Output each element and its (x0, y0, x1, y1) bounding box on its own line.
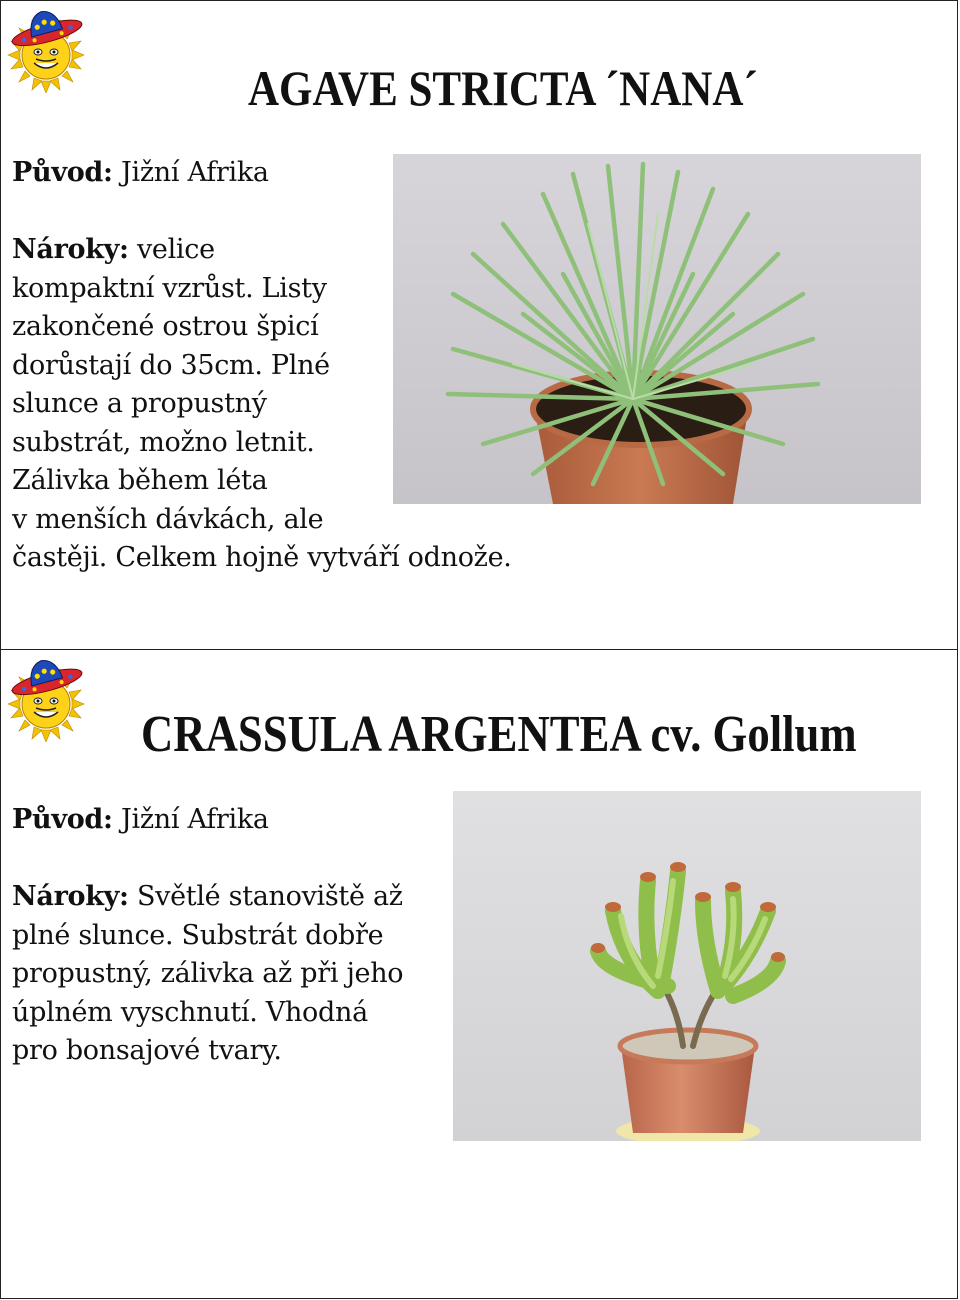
plant-title: AGAVE STRICTA ´NANA´ (248, 60, 758, 116)
needs-line: velice (136, 234, 215, 265)
plant-card-agave (0, 0, 958, 650)
plant-title: CRASSULA ARGENTEA cv. Gollum (141, 706, 857, 763)
needs-line: úplném vyschnutí. Vhodná (12, 996, 368, 1028)
needs-line: častěji. Celkem hojně vytváří odnože. (12, 542, 512, 573)
origin-label: Původ: (12, 157, 113, 188)
needs-label: Nároky: (12, 881, 129, 912)
needs-line: zakončené ostrou špicí (12, 311, 319, 342)
origin-label: Původ: (12, 804, 113, 835)
needs-line: slunce a propustný (12, 388, 267, 419)
agave-plant-photo (393, 154, 921, 504)
needs-line: v menších dávkách, ale (12, 503, 324, 535)
plant-card-crassula (0, 649, 958, 1299)
origin-value: Jižní Afrika (120, 157, 269, 188)
needs-paragraph (12, 878, 403, 1071)
needs-line: dorůstají do 35cm. Plné (12, 349, 330, 381)
needs-line: pro bonsajové tvary. (12, 1035, 282, 1066)
needs-line: Zálivka během léta (12, 465, 268, 496)
origin-value: Jižní Afrika (120, 804, 269, 835)
needs-line: plné slunce. Substrát dobře (12, 919, 384, 951)
needs-label: Nároky: (12, 234, 129, 265)
needs-line: kompaktní vzrůst. Listy (12, 272, 327, 304)
crassula-plant-photo (453, 791, 921, 1141)
needs-line: substrát, možno letnit. (12, 426, 315, 458)
needs-line: Světlé stanoviště až (136, 881, 403, 912)
needs-line: propustný, zálivka až při jeho (12, 958, 404, 989)
origin-line (12, 801, 269, 840)
sun-sombrero-logo-icon (5, 654, 87, 742)
sun-sombrero-logo-icon (5, 5, 87, 93)
origin-line (12, 154, 269, 193)
